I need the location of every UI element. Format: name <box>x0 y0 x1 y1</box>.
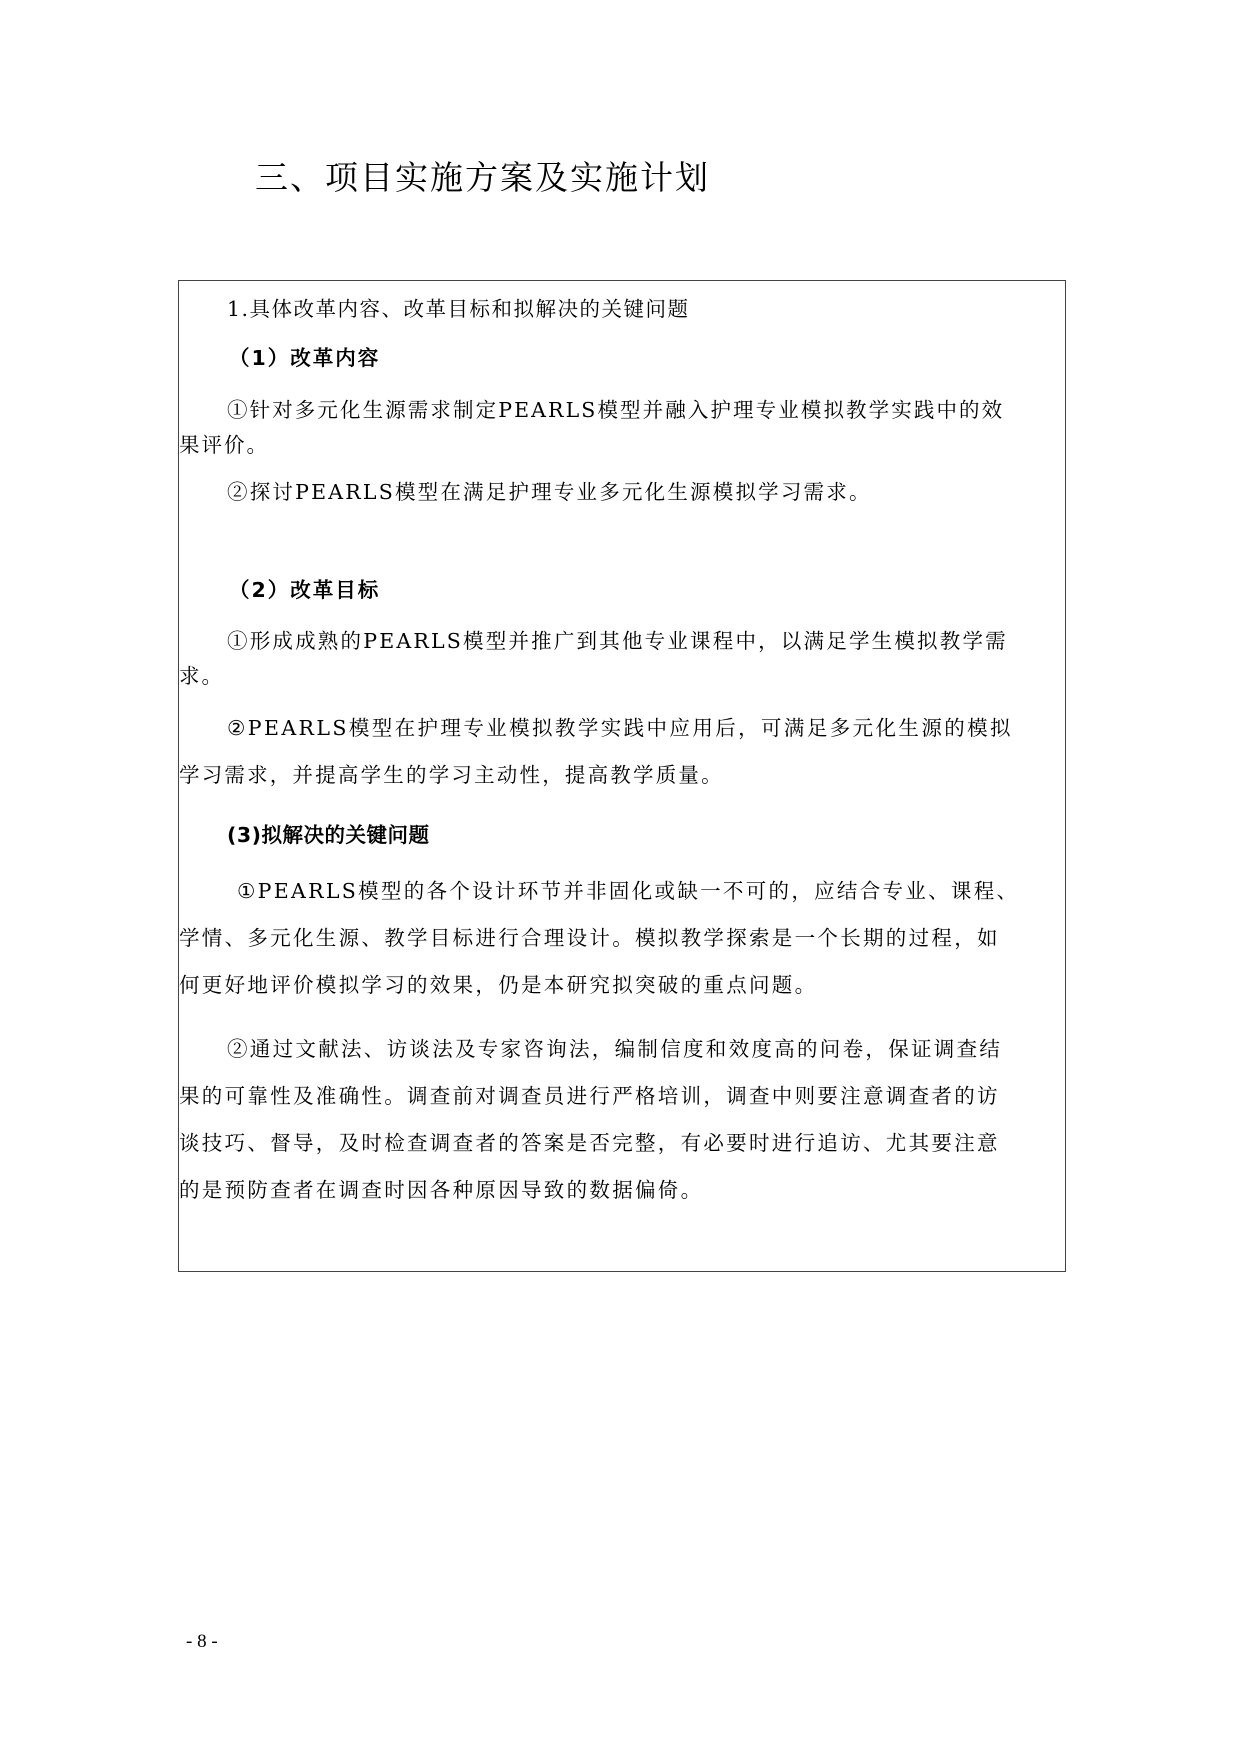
intro-line: 1.具体改革内容、改革目标和拟解决的关键问题 <box>227 297 690 321</box>
paragraph-line: 何更好地评价模拟学习的效果，仍是本研究拟突破的重点问题。 <box>179 973 818 997</box>
paragraph-text: ①针对多元化生源需求制定PEARLS模型并融入护理专业模拟教学实践中的效 <box>227 398 1005 422</box>
section-heading-key-problems: (3)拟解决的关键问题 <box>227 823 430 847</box>
paragraph-line: 学情、多元化生源、教学目标进行合理设计。模拟教学探索是一个长期的过程，如 <box>179 926 1000 950</box>
paragraph-line: ①形成成熟的PEARLS模型并推广到其他专业课程中，以满足学生模拟教学需 <box>227 629 1008 653</box>
paragraph-line: ②PEARLS模型在护理专业模拟教学实践中应用后，可满足多元化生源的模拟 <box>227 716 1013 740</box>
paragraph-line: ②通过文献法、访谈法及专家咨询法，编制信度和效度高的问卷，保证调查结 <box>227 1037 1003 1061</box>
paragraph-line: ②探讨PEARLS模型在满足护理专业多元化生源模拟学习需求。 <box>227 480 872 504</box>
paragraph-line: 谈技巧、督导，及时检查调查者的答案是否完整，有必要时进行追访、尤其要注意 <box>179 1131 1000 1155</box>
paragraph-line: 求。 <box>179 664 224 688</box>
paragraph-line: 果的可靠性及准确性。调查前对调查员进行严格培训，调查中则要注意调查者的访 <box>179 1084 1000 1108</box>
content-box <box>178 280 1066 1272</box>
paragraph-line <box>179 396 1062 424</box>
paragraph-line: 的是预防查者在调查时因各种原因导致的数据偏倚。 <box>179 1178 704 1202</box>
page-number: - 8 - <box>186 1631 218 1652</box>
section-heading-reform-content: （1）改革内容 <box>229 346 381 370</box>
paragraph-line: ①PEARLS模型的各个设计环节并非固化或缺一不可的，应结合专业、课程、 <box>237 879 1020 903</box>
paragraph-line: 果评价。 <box>179 433 269 457</box>
page-title: 三、项目实施方案及实施计划 <box>255 158 710 197</box>
paragraph-line: 学习需求，并提高学生的学习主动性，提高教学质量。 <box>179 763 724 787</box>
section-heading-reform-goals: （2）改革目标 <box>229 578 381 602</box>
